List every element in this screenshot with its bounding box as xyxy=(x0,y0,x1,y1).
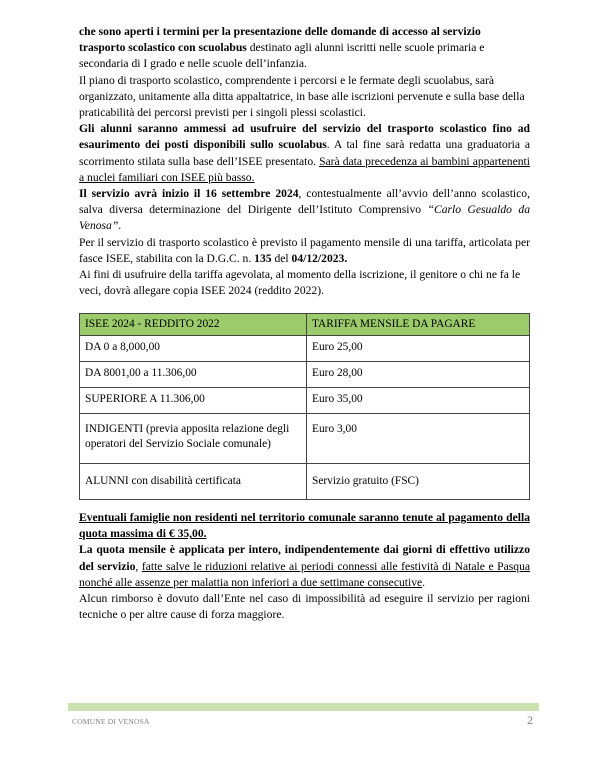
paragraph-inizio xyxy=(79,186,530,235)
paragraph-iscrizioni xyxy=(79,24,530,73)
isee-cell: DA 8001,00 a 11.306,00 xyxy=(80,362,307,388)
tariffa-cell: Euro 3,00 xyxy=(307,414,530,464)
paragraph-quota xyxy=(79,542,530,591)
document-body-after-table xyxy=(79,510,530,623)
tariffa-cell: Euro 25,00 xyxy=(307,336,530,362)
ammissione-bold: Gli alunni saranno ammessi ad usufruire del servizio del trasporto scolastico fino ad esaurimento dei posti disponibili sullo scuolabus xyxy=(79,122,530,152)
isee-cell: SUPERIORE A 11.306,00 xyxy=(80,388,307,414)
document-body xyxy=(79,24,530,299)
page-number: 2 xyxy=(527,713,533,727)
footer-divider xyxy=(68,703,539,711)
header-isee: ISEE 2024 - REDDITO 2022 xyxy=(80,314,307,336)
inizio-text: , contestualmente all’avvio dell’anno scolastico, salva diversa determinazione del Dirigente dell’Istituto Comprensivo xyxy=(79,187,530,217)
tariffa-del: del xyxy=(271,251,292,265)
tariffa-cell: Servizio gratuito (FSC) xyxy=(307,464,530,500)
tariffa-cell: Euro 28,00 xyxy=(307,362,530,388)
tariffa-cell: Euro 35,00 xyxy=(307,388,530,414)
table-row xyxy=(80,414,530,464)
quota-comma: , xyxy=(135,559,142,573)
dgc-number: 135 xyxy=(254,251,272,265)
table-row xyxy=(80,362,530,388)
istituto-name: “Carlo Gesualdo da Venosa” xyxy=(79,203,530,233)
isee-cell: INDIGENTI (previa apposita relazione degli operatori del Servizio Sociale comunale) xyxy=(80,414,307,464)
quota-bold: La quota mensile è applicata per intero, indipendentemente dai giorni di effettivo utilizzo del servizio xyxy=(79,543,530,573)
quota-end: . xyxy=(422,575,426,589)
paragraph-rimborso: Alcun rimborso è dovuto dall’Ente nel caso di impossibilità ad eseguire il servizio per ragioni tecniche o per altre cause di forza maggiore. xyxy=(79,592,530,622)
paragraph-non-residenti xyxy=(79,510,530,542)
isee-cell: ALUNNI con disabilità certificata xyxy=(80,464,307,500)
fee-table xyxy=(79,313,530,500)
paragraph-piano: Il piano di trasporto scolastico, comprendente i percorsi e le fermate degli scuolabus, sarà organizzato, unitamente alla ditta appaltatrice, in base alle iscrizioni pervenute e sulla base della praticabilità dei percorsi previsti per i singoli plessi scolastici. xyxy=(79,73,525,120)
isee-cell: DA 0 a 8,000,00 xyxy=(80,336,307,362)
table-header-row xyxy=(80,314,530,336)
iscrizioni-bold: che sono aperti i termini per la presentazione delle domande di accesso al servizio trasporto scolastico con scuolabus xyxy=(79,25,481,55)
non-residenti-text: Eventuali famiglie non residenti nel territorio comunale saranno tenute al pagamento della quota massima di € 35,00. xyxy=(79,511,530,541)
tariffa-text: Per il servizio di trasporto scolastico è previsto il pagamento mensile di una tariffa, articolata per fasce ISEE, stabilita con la D.G.C. n. xyxy=(79,235,530,265)
paragraph-isee: Ai fini di usufruire della tariffa agevolata, al momento della iscrizione, il genitore o chi ne fa le veci, dovrà allegare copia ISEE 2024 (reddito 2022). xyxy=(79,268,521,298)
inizio-bold: Il servizio avrà inizio il 16 settembre 2024 xyxy=(79,187,299,201)
footer-municipality: COMUNE DI VENOSA xyxy=(72,717,150,726)
riduzioni-text: fatte salve le riduzioni relative ai periodi connessi alle festività di Natale e Pasqua nonché alle assenze per malattia non inferiori a due settimane consecutive xyxy=(79,559,531,589)
dgc-date: 04/12/2023. xyxy=(291,251,348,265)
paragraph-ammissione xyxy=(79,121,530,186)
precedenza-text: Sarà data precedenza ai bambini appartenenti a nuclei familiari con ISEE più basso. xyxy=(79,154,530,184)
table-row xyxy=(80,388,530,414)
ammissione-text: . A tal fine sarà redatta una graduatoria a scorrimento stilata sulla base dell’ISEE presentato. xyxy=(79,138,530,168)
table-row xyxy=(80,336,530,362)
table-row xyxy=(80,464,530,500)
header-tariffa: TARIFFA MENSILE DA PAGARE xyxy=(307,314,530,336)
iscrizioni-text: destinato agli alunni iscritti nelle scuole primaria e secondaria di I grado e nelle scuole dell’infanzia. xyxy=(79,41,485,71)
paragraph-tariffa xyxy=(79,235,530,267)
inizio-end: . xyxy=(118,219,122,233)
